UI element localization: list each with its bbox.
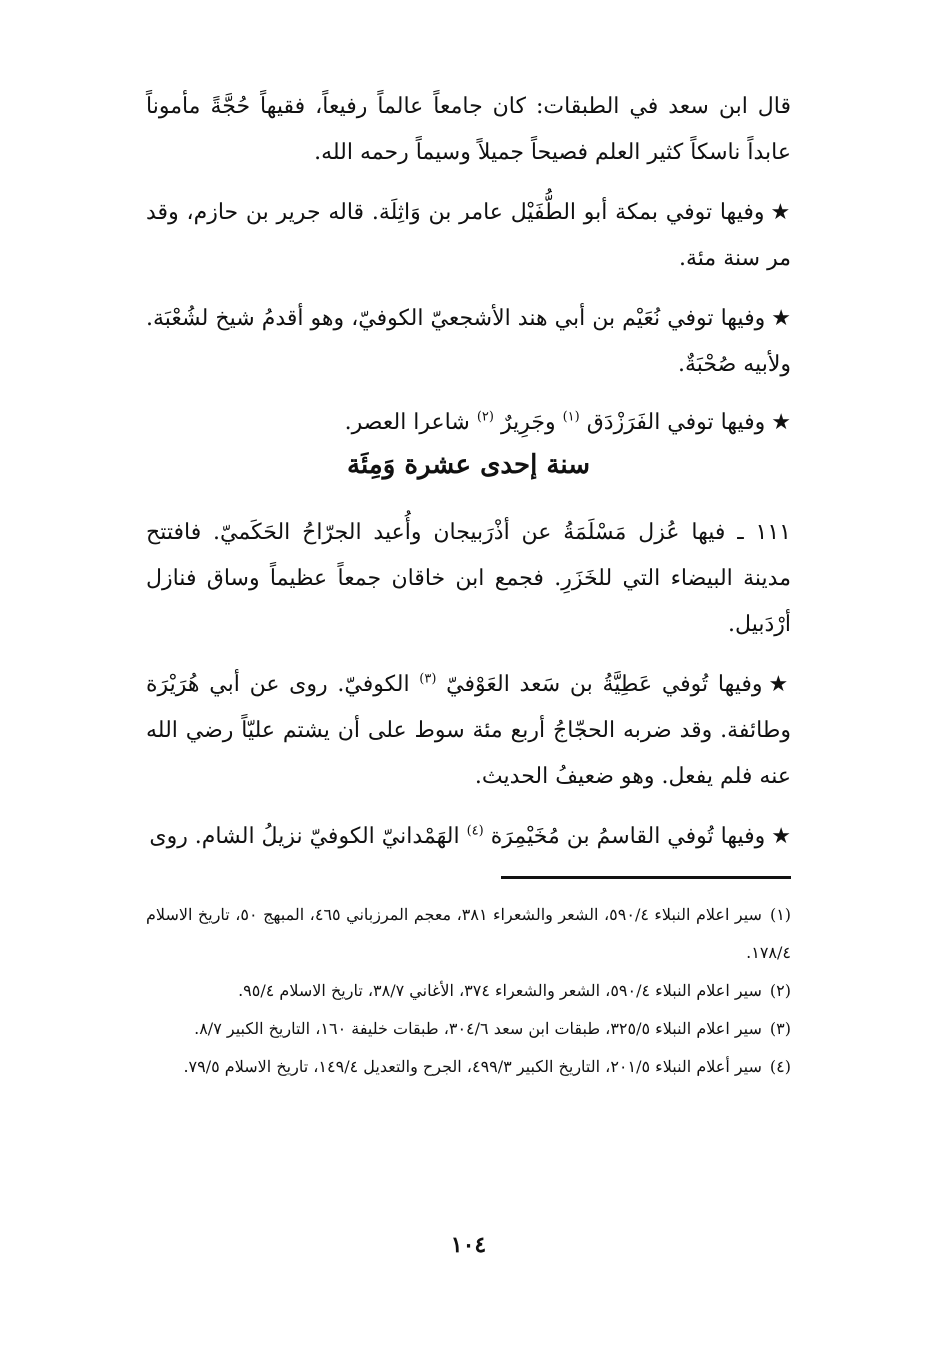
star-icon: ★: [770, 200, 791, 225]
main-text-lower: [146, 510, 791, 860]
footnote-ref-2[interactable]: (٢): [476, 409, 494, 425]
footnote-1: (١)سير اعلام النبلاء ٥٩٠/٤، الشعر والشعراء ٣٨١، معجم المرزباني ٤٦٥، المبهج ٥٠، تاريخ الاسلام ١٧٨/٤.: [146, 905, 792, 962]
footnote-2: (٢)سير اعلام النبلاء ٥٩٠/٤، الشعر والشعراء ٣٧٤، الأغاني ٣٨/٧، تاريخ الاسلام ٩٥/٤.: [238, 981, 791, 1000]
star-icon: ★: [771, 410, 791, 435]
footnote-separator: [501, 876, 791, 879]
page-number: ١٠٤: [450, 1232, 487, 1258]
paragraph-year-111: ١١١ ـ فيها عُزل مَسْلَمَةُ عن أذْرَبيجان وأُعيد الجرّاحُ الحَكَميّ. فافتتح مدينة البيضاء التي للخَزَرِ. فجمع ابن خاقان جمعاً عظيماً وساق فنازل أرْدَبيل.: [146, 520, 791, 637]
footnote-ref-4[interactable]: (٤): [466, 823, 484, 839]
footnote-ref-1[interactable]: (١): [562, 409, 580, 425]
paragraph-atiyya: ★وفيها تُوفي عَطِيَّةُ بن سَعد العَوْفيّ $^{(٣)}$ الكوفيّ. روى عن أبي هُرَيْرَة وطائفة. وقد ضربه الحجّاجُ أربع مئة سوط على أن يشتم عليّاً رضي الله عنه فلم يفعل. وهو ضعيفُ الحديث.: [146, 671, 791, 789]
section-title: سنة إحدى عشرة وَمِئَة: [347, 450, 590, 480]
footnote-4: (٤)سير أعلام النبلاء ٢٠١/٥، التاريخ الكبير ٤٩٩/٣، الجرح والتعديل ١٤٩/٤، تاريخ الاسلام ٧٩/٥.: [183, 1057, 791, 1076]
paragraph-farazdaq: ★وفيها توفي الفَرَزْدَق $^{(١)}$ وجَرِيرٌ $^{(٢)}$ شاعرا العصر.: [344, 409, 791, 435]
paragraph-nuaym: ★وفيها توفي نُعَيْم بن أبي هند الأشجعيّ الكوفيّ، وهو أقدمُ شيخ لشُعْبَة. ولأبيه صُحْبَةٌ.: [146, 306, 791, 377]
main-text: [146, 84, 791, 446]
footnotes: [146, 896, 791, 1086]
star-icon: ★: [771, 824, 791, 849]
paragraph-qasim: ★وفيها تُوفي القاسمُ بن مُخَيْمِرَة $^{(٤)}$ الهَمْدانيّ الكوفيّ نزيلُ الشام. روى: [149, 823, 791, 849]
footnote-ref-3[interactable]: (٣): [419, 671, 437, 687]
star-icon: ★: [768, 672, 791, 697]
star-icon: ★: [771, 306, 791, 331]
footnote-3: (٣)سير اعلام النبلاء ٣٢٥/٥، طبقات ابن سعد ٣٠٤/٦، طبقات خليفة ١٦٠، التاريخ الكبير ٨/٧.: [194, 1019, 791, 1038]
paragraph-ibn-sad-quote: قال ابن سعد في الطبقات: كان جامعاً عالماً رفيعاً، فقيهاً حُجَّةً مأموناً عابداً ناسكاً كثير العلم فصيحاً جميلاً وسيماً رحمه الله.: [146, 94, 791, 165]
paragraph-abu-tufayl: ★وفيها توفي بمكة أبو الطُّفَيْل عامر بن وَاثِلَة. قاله جرير بن حازم، وقد مر سنة مئة.: [146, 200, 791, 271]
